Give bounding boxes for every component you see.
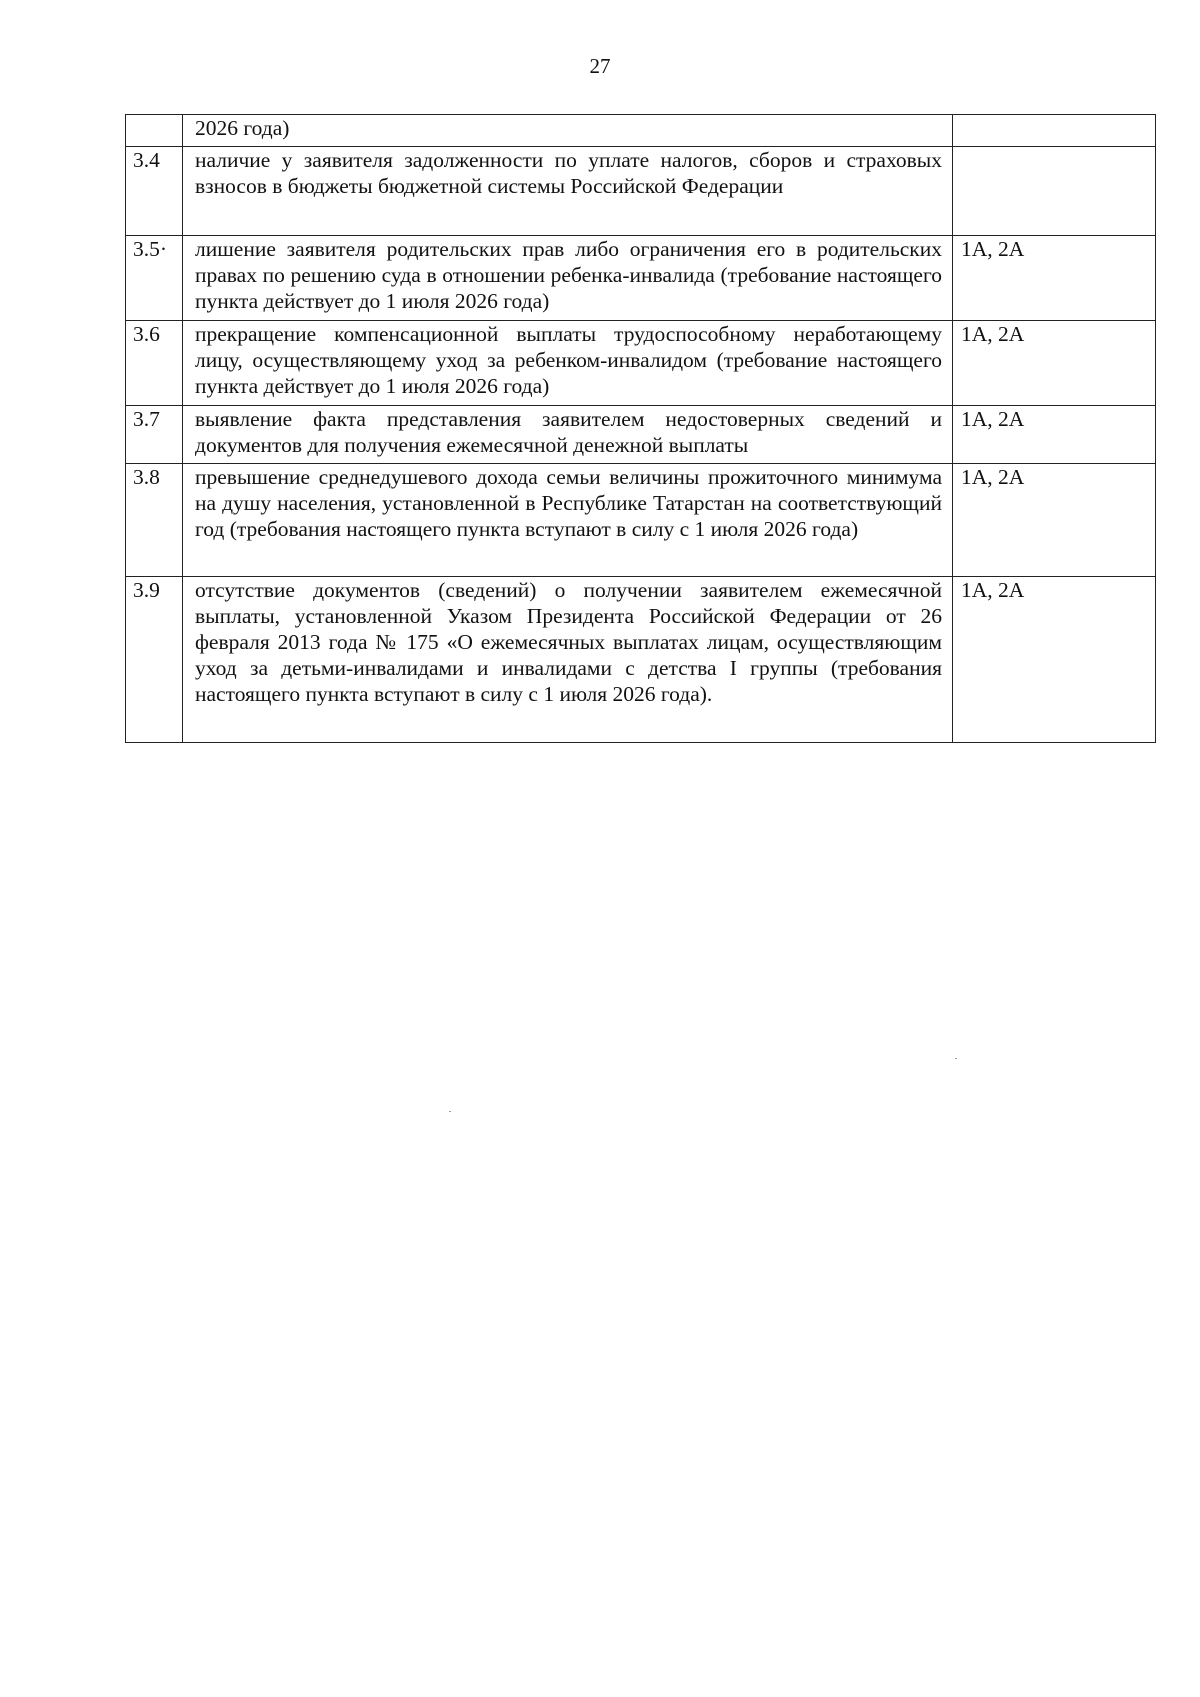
row-code-cell: 1А, 2А: [953, 577, 1156, 743]
scan-speck: [449, 1111, 451, 1112]
row-number-cell: 3.9: [126, 577, 183, 743]
row-number-cell: 3.8: [126, 464, 183, 577]
row-text-cell: прекращение компенсационной выплаты трудоспособному неработающему лицу, осуществляющему уход за ребенком-инвалидом (требование настоящего пункта действует до 1 июля 2026 года): [183, 321, 953, 406]
row-code-cell: 1А, 2А: [953, 321, 1156, 406]
row-text-cell: выявление факта представления заявителем недостоверных сведений и документов для получения ежемесячной денежной выплаты: [183, 406, 953, 464]
page-number: 27: [589, 54, 611, 78]
table-row: [126, 115, 1156, 147]
row-number-cell: [126, 115, 183, 147]
row-code-cell: [953, 147, 1156, 236]
table-row: [126, 464, 1156, 577]
row-code-cell: 1А, 2А: [953, 464, 1156, 577]
table-row: [126, 147, 1156, 236]
row-code-cell: 1А, 2А: [953, 406, 1156, 464]
table-row: [126, 406, 1156, 464]
row-text-cell: наличие у заявителя задолженности по уплате налогов, сборов и страховых взносов в бюджеты бюджетной системы Российской Федерации: [183, 147, 953, 236]
row-text-cell: превышение среднедушевого дохода семьи величины прожиточного минимума на душу населения, установленной в Республике Татарстан на соответствующий год (требования настоящего пункта вступают в силу с 1 июля 2026 года): [183, 464, 953, 577]
table-row: [126, 577, 1156, 743]
row-number-cell: 3.6: [126, 321, 183, 406]
row-text-cell: 2026 года): [183, 115, 953, 147]
row-text-cell: лишение заявителя родительских прав либо ограничения его в родительских правах по решению суда в отношении ребенка-инвалида (требование настоящего пункта действует до 1 июля 2026 года): [183, 236, 953, 321]
row-number-cell: 3.4: [126, 147, 183, 236]
table-row: [126, 321, 1156, 406]
scan-speck: [955, 1058, 957, 1059]
row-number-cell: 3.5·: [126, 236, 183, 321]
row-code-cell: [953, 115, 1156, 147]
row-text-cell: отсутствие документов (сведений) о получении заявителем ежемесячной выплаты, установленной Указом Президента Российской Федерации от 26 февраля 2013 года № 175 «О ежемесячных выплатах лицам, осуществляющим уход за детьми-инвалидами и инвалидами с детства I группы (требования настоящего пункта вступают в силу с 1 июля 2026 года).: [183, 577, 953, 743]
table-row: [126, 236, 1156, 321]
row-number-cell: 3.7: [126, 406, 183, 464]
requirements-table: [125, 114, 1156, 743]
row-code-cell: 1А, 2А: [953, 236, 1156, 321]
